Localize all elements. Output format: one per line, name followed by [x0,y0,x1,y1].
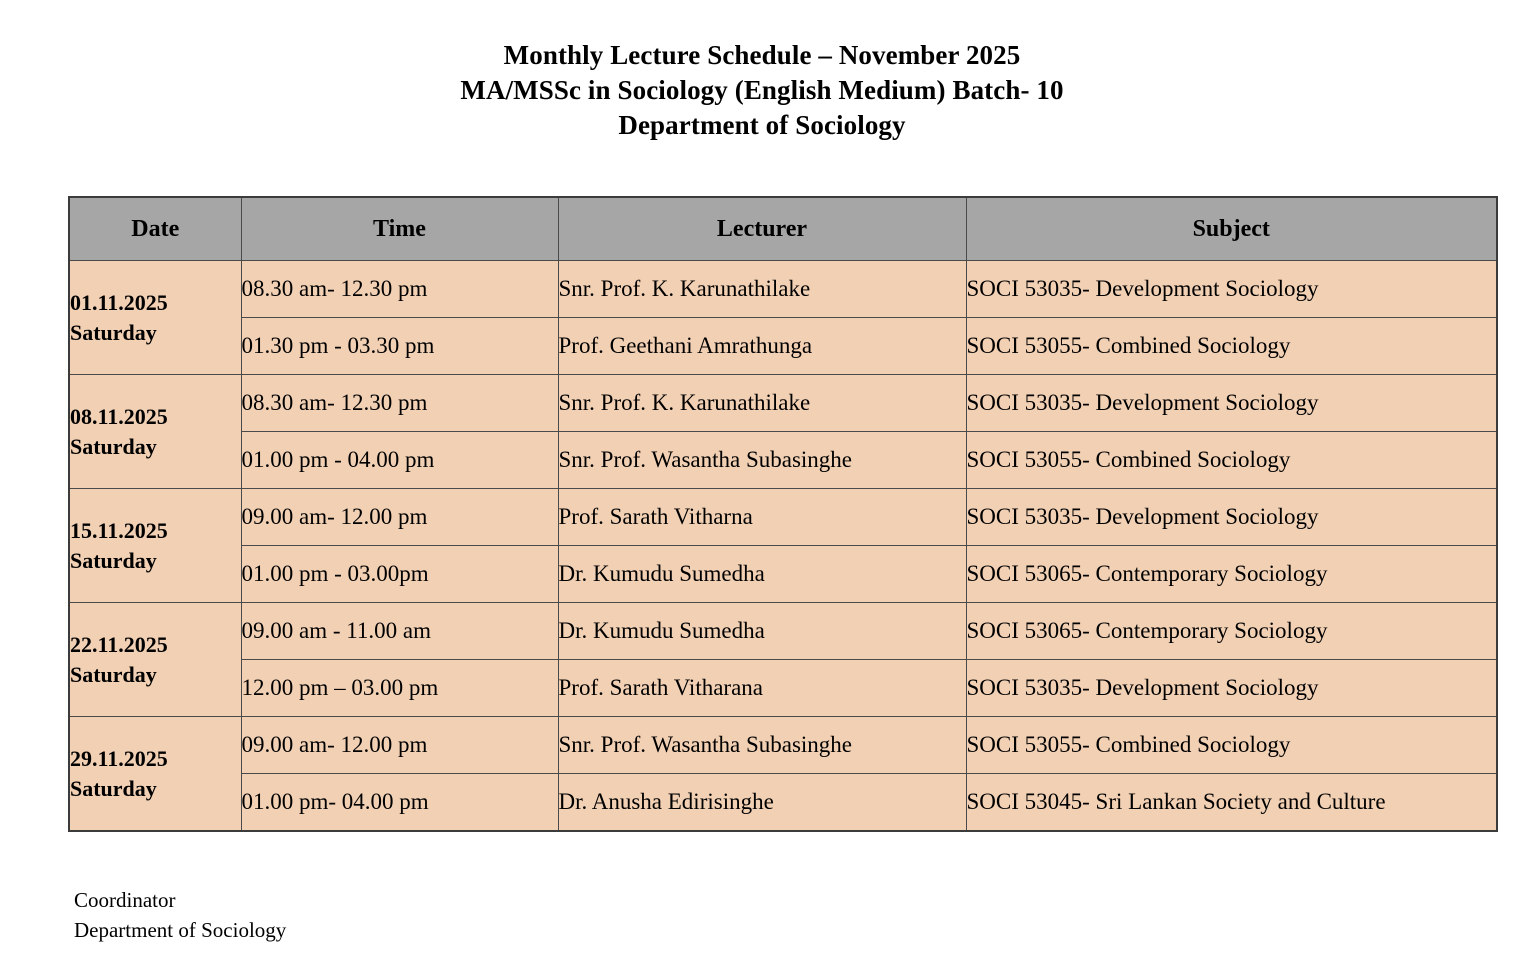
lecturer-cell: Dr. Anusha Edirisinghe [558,774,966,832]
lecturer-cell: Prof. Sarath Vitharana [558,660,966,717]
lecturer-cell: Snr. Prof. Wasantha Subasinghe [558,717,966,774]
lecturer-cell: Prof. Geethani Amrathunga [558,318,966,375]
date-cell [69,489,241,603]
document-footer [74,886,286,946]
time-cell: 09.00 am- 12.00 pm [241,717,558,774]
subject-cell: SOCI 53035- Development Sociology [966,261,1497,318]
lecture-schedule-table [68,196,1498,832]
weekday-value: Saturday [70,547,157,573]
lecturer-cell: Prof. Sarath Vitharna [558,489,966,546]
table-body [69,261,1497,832]
time-cell: 01.00 pm - 04.00 pm [241,432,558,489]
table-row [69,432,1497,489]
date-value: 01.11.2025 [70,290,168,316]
time-cell: 12.00 pm – 03.00 pm [241,660,558,717]
document-title-block [0,0,1524,143]
weekday-value: Saturday [70,775,157,801]
weekday-value: Saturday [70,319,157,345]
table-row [69,261,1497,318]
subject-cell: SOCI 53065- Contemporary Sociology [966,546,1497,603]
footer-coordinator-label: Coordinator [74,888,176,912]
date-value: 08.11.2025 [70,404,168,430]
time-cell: 08.30 am- 12.30 pm [241,375,558,432]
time-cell: 08.30 am- 12.30 pm [241,261,558,318]
column-header-subject: Subject [966,197,1497,261]
subject-cell: SOCI 53065- Contemporary Sociology [966,603,1497,660]
table-header-row [69,197,1497,261]
lecturer-cell: Dr. Kumudu Sumedha [558,603,966,660]
subject-cell: SOCI 53055- Combined Sociology [966,318,1497,375]
date-value: 15.11.2025 [70,518,168,544]
table-row [69,318,1497,375]
footer-department-label: Department of Sociology [74,917,287,942]
weekday-value: Saturday [70,661,157,687]
date-cell [69,717,241,832]
subject-cell: SOCI 53035- Development Sociology [966,489,1497,546]
date-value: 22.11.2025 [70,632,168,658]
table-row [69,489,1497,546]
lecturer-cell: Dr. Kumudu Sumedha [558,546,966,603]
subject-cell: SOCI 53035- Development Sociology [966,375,1497,432]
date-cell [69,261,241,375]
column-header-date: Date [69,197,241,261]
title-line-1: Monthly Lecture Schedule – November 2025 [503,40,1021,70]
time-cell: 09.00 am- 12.00 pm [241,489,558,546]
title-line-2: MA/MSSc in Sociology (English Medium) Batch- 10 [460,75,1064,106]
table-row [69,375,1497,432]
subject-cell: SOCI 53055- Combined Sociology [966,717,1497,774]
table-row [69,774,1497,832]
lecturer-cell: Snr. Prof. K. Karunathilake [558,375,966,432]
time-cell: 01.30 pm - 03.30 pm [241,318,558,375]
table-row [69,717,1497,774]
date-value: 29.11.2025 [70,746,168,772]
table-row [69,660,1497,717]
title-line-3: Department of Sociology [618,110,906,141]
lecturer-cell: Snr. Prof. Wasantha Subasinghe [558,432,966,489]
schedule-table-container [68,196,1496,832]
time-cell: 01.00 pm - 03.00pm [241,546,558,603]
table-row [69,603,1497,660]
time-cell: 01.00 pm- 04.00 pm [241,774,558,832]
column-header-lecturer: Lecturer [558,197,966,261]
subject-cell: SOCI 53035- Development Sociology [966,660,1497,717]
time-cell: 09.00 am - 11.00 am [241,603,558,660]
column-header-time: Time [241,197,558,261]
lecturer-cell: Snr. Prof. K. Karunathilake [558,261,966,318]
date-cell [69,603,241,717]
subject-cell: SOCI 53045- Sri Lankan Society and Culture [966,774,1497,832]
table-header [69,197,1497,261]
table-row [69,546,1497,603]
weekday-value: Saturday [70,433,157,459]
date-cell [69,375,241,489]
subject-cell: SOCI 53055- Combined Sociology [966,432,1497,489]
